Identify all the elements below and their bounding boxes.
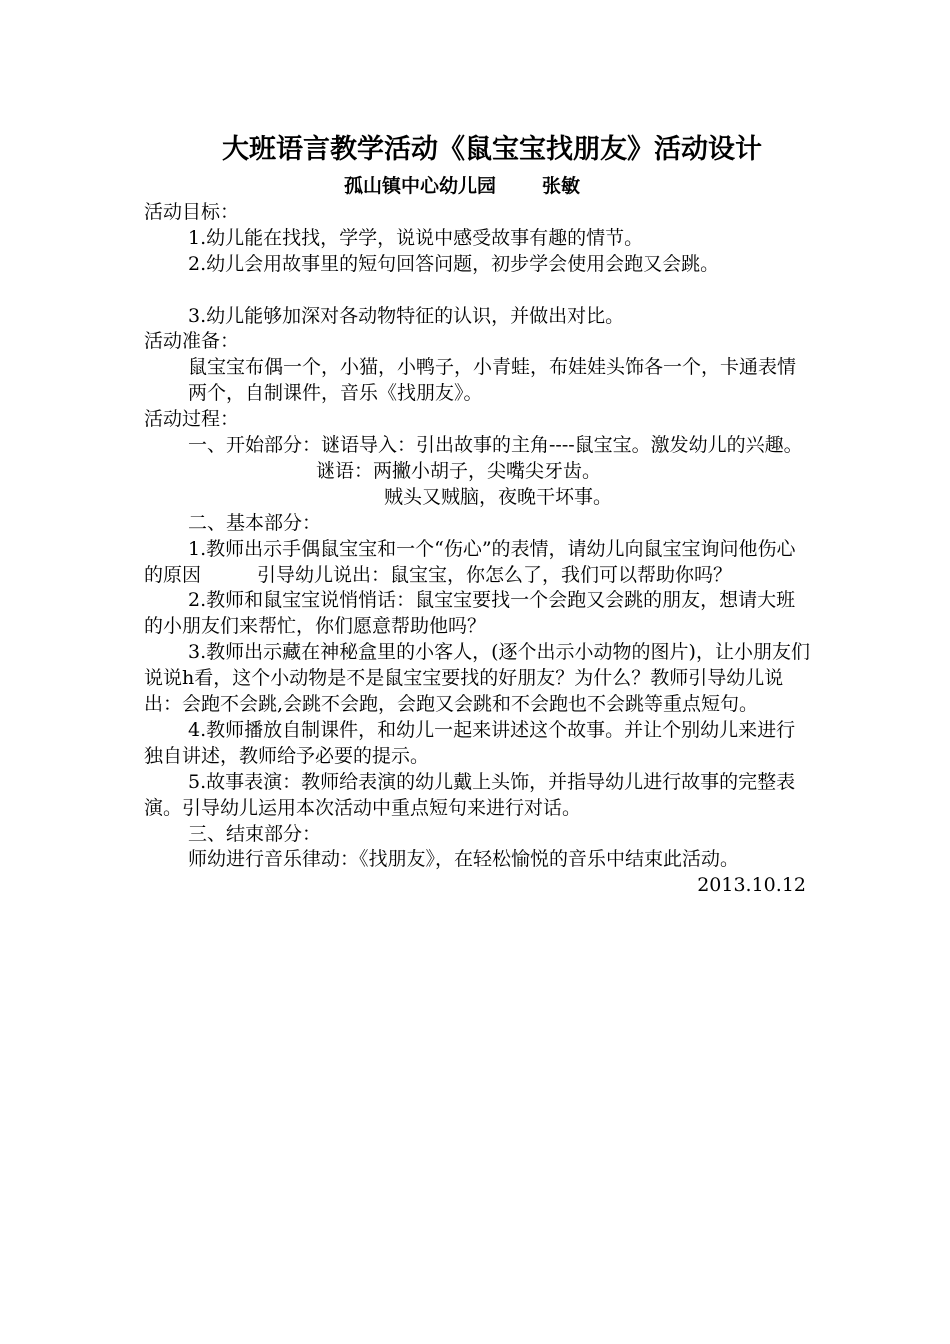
preparation-text [144, 355, 812, 407]
goal-item: 2.幼儿会用故事里的短句回答问题，初步学会使用会跑又会跳。 [188, 252, 720, 275]
process-heading: 活动过程： [144, 408, 240, 431]
riddle-line: 谜语：两撇小胡子，尖嘴尖牙齿。 [316, 459, 602, 482]
preparation-text-content: 鼠宝宝布偶一个，小猫，小鸭子，小青蛙，布娃娃头饰各一个，卡通表情两个，自制课件，音乐《找朋友》。 [188, 356, 797, 405]
document-date: 2013.10.12 [697, 874, 806, 897]
preparation-heading: 活动准备： [144, 330, 240, 353]
ending-heading: 三、结束部分： [188, 822, 322, 845]
step-paragraph [144, 537, 812, 589]
step-paragraph: 4.教师播放自制课件，和幼儿一起来讲述这个故事。并让个别幼儿来进行独自讲述，教师给予必要的提示。 [144, 718, 796, 767]
step-paragraph: 5.故事表演：教师给表演的幼儿戴上头饰，并指导幼儿进行故事的完整表演。引导幼儿运用本次活动中重点短句来进行对话。 [144, 770, 796, 819]
ending-paragraph: 师幼进行音乐律动：《找朋友》，在轻松愉悦的音乐中结束此活动。 [188, 848, 740, 871]
riddle-line: 贼头又贼脑，夜晚干坏事。 [384, 485, 613, 508]
step1-part-b: 引导幼儿说出：鼠宝宝，你怎么了，我们可以帮助你吗？ [257, 563, 733, 586]
author-name: 张敏 [542, 175, 581, 197]
opening-paragraph: 一、开始部分：谜语导入：引出故事的主角----鼠宝宝。激发幼儿的兴趣。 [188, 434, 803, 457]
goal-item: 1.幼儿能在找找，学学，说说中感受故事有趣的情节。 [188, 226, 644, 249]
school-name: 孤山镇中心幼儿园 [344, 175, 497, 197]
step-paragraph: 3.教师出示藏在神秘盒里的小客人，(逐个出示小动物的图片)，让小朋友们说说h看，这个小动物是不是鼠宝宝要找的好朋友？为什么？教师引导幼儿说出：会跑不会跳,会跳不会跑，会跑又会跳和不会跑也不会跳等重点短句。 [144, 641, 810, 716]
basic-heading: 二、基本部分： [188, 511, 322, 534]
author-line [344, 172, 580, 200]
document-title: 大班语言教学活动《鼠宝宝找朋友》活动设计 [222, 134, 762, 165]
document-body [144, 200, 812, 899]
goals-heading: 活动目标： [144, 201, 240, 223]
goal-item: 3.幼儿能够加深对各动物特征的认识，并做出对比。 [188, 304, 625, 327]
step1-part-a: 1.教师出示手偶鼠宝宝和一个“伤心”的表情，请幼儿向鼠宝宝询问他伤心的原因 [144, 537, 796, 586]
step-paragraph: 2.教师和鼠宝宝说悄悄话：鼠宝宝要找一个会跑又会跳的朋友，想请大班的小朋友们来帮忙，你们愿意帮助他吗？ [144, 589, 796, 638]
